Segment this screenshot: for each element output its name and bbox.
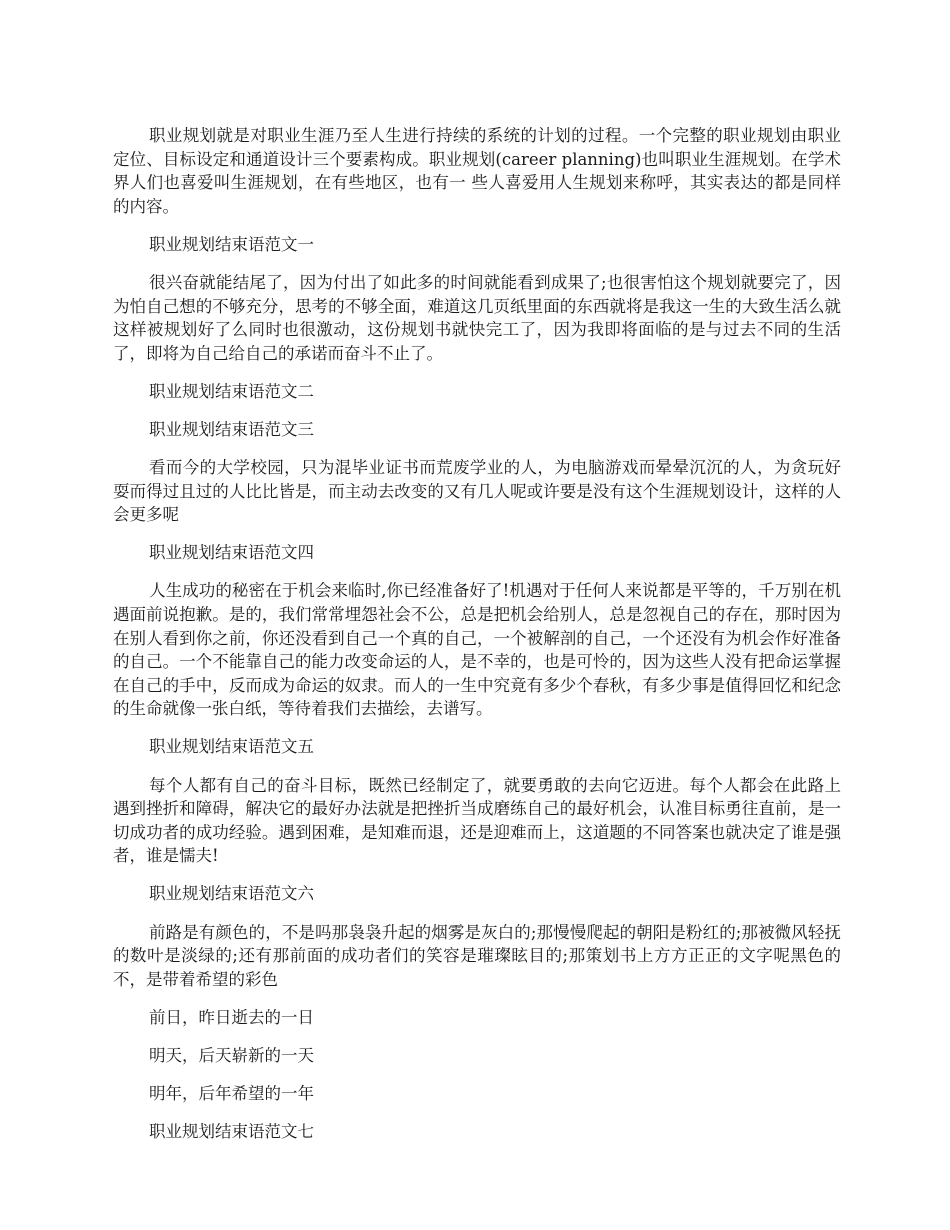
section-4-paragraph: 人生成功的秘密在于机会来临时,你已经准备好了!机遇对于任何人来说都是平等的，千万别在机遇面前说抱歉。是的，我们常常埋怨社会不公，总是把机会给别人，总是忽视自己的存在，那时因为在别人看到你之前，你还没看到自己一个真的自己，一个被解剖的自己，一个还没有为机会作好准备的自己。一个不能靠自己的能力改变命运的人，是不幸的，也是可怜的，因为这些人没有把命运掌握在自己的手中，反而成为命运的奴隶。而人的一生中究竟有多少个春秋，有多少事是值得回忆和纪念的生命就像一张白纸，等待着我们去描绘，去谱写。 <box>113 581 841 719</box>
section-5-paragraph: 每个人都有自己的奋斗目标，既然已经制定了，就要勇敢的去向它迈进。每个人都会在此路上遇到挫折和障碍，解决它的最好办法就是把挫折当成磨练自己的最好机会，认准目标勇往直前，是一切成功者的成功经验。遇到困难，是知难而退，还是迎难而上，这道题的不同答案也就决定了谁是强者，谁是懦夫! <box>113 775 841 866</box>
intro-paragraph: 职业规划就是对职业生涯乃至人生进行持续的系统的计划的过程。一个完整的职业规划由职业定位、目标设定和通道设计三个要素构成。职业规划(career planning)也叫职业生涯规划。在学术界人们也喜爱叫生涯规划，在有些地区，也有一 些人喜爱用人生规划来称呼，其实表达的都是同样的内容。 <box>113 126 841 216</box>
section-1-paragraph: 很兴奋就能结尾了，因为付出了如此多的时间就能看到成果了;也很害怕这个规划就要完了，因为怕自己想的不够充分，思考的不够全面，难道这几页纸里面的东西就将是我这一生的大致生活么就这样被规划好了么同时也很激动，这份规划书就快完工了，因为我即将面临的是与过去不同的生活了，即将为自己给自己的承诺而奋斗不止了。 <box>113 272 841 363</box>
verse-line-2: 明天，后天崭新的一天 <box>149 1045 314 1065</box>
section-3-paragraph: 看而今的大学校园，只为混毕业证书而荒废学业的人，为电脑游戏而晕晕沉沉的人，为贪玩好耍而得过且过的人比比皆是，而主动去改变的又有几人呢或许要是没有这个生涯规划设计，这样的人会更多呢 <box>113 458 841 525</box>
verse-line-3: 明年，后年希望的一年 <box>149 1084 314 1103</box>
section-heading-7: 职业规划结束语范文七 <box>149 1122 314 1142</box>
section-heading-3: 职业规划结束语范文三 <box>149 419 314 439</box>
section-heading-5: 职业规划结束语范文五 <box>149 737 314 757</box>
section-6-paragraph: 前路是有颜色的，不是吗那袅袅升起的烟雾是灰白的;那慢慢爬起的朝阳是粉红的;那被微风轻抚的数叶是淡绿的;还有那前面的成功者们的笑容是璀璨眩目的;那策划书上方方正正的文字呢黑色的不，是带着希望的彩色 <box>113 922 841 989</box>
section-heading-2: 职业规划结束语范文二 <box>149 381 314 401</box>
document-body <box>113 124 841 1158</box>
section-heading-6: 职业规划结束语范文六 <box>149 884 314 904</box>
section-heading-1: 职业规划结束语范文一 <box>149 234 314 254</box>
verse-line-1: 前日，昨日逝去的一日 <box>149 1007 314 1027</box>
section-heading-4: 职业规划结束语范文四 <box>149 543 314 563</box>
